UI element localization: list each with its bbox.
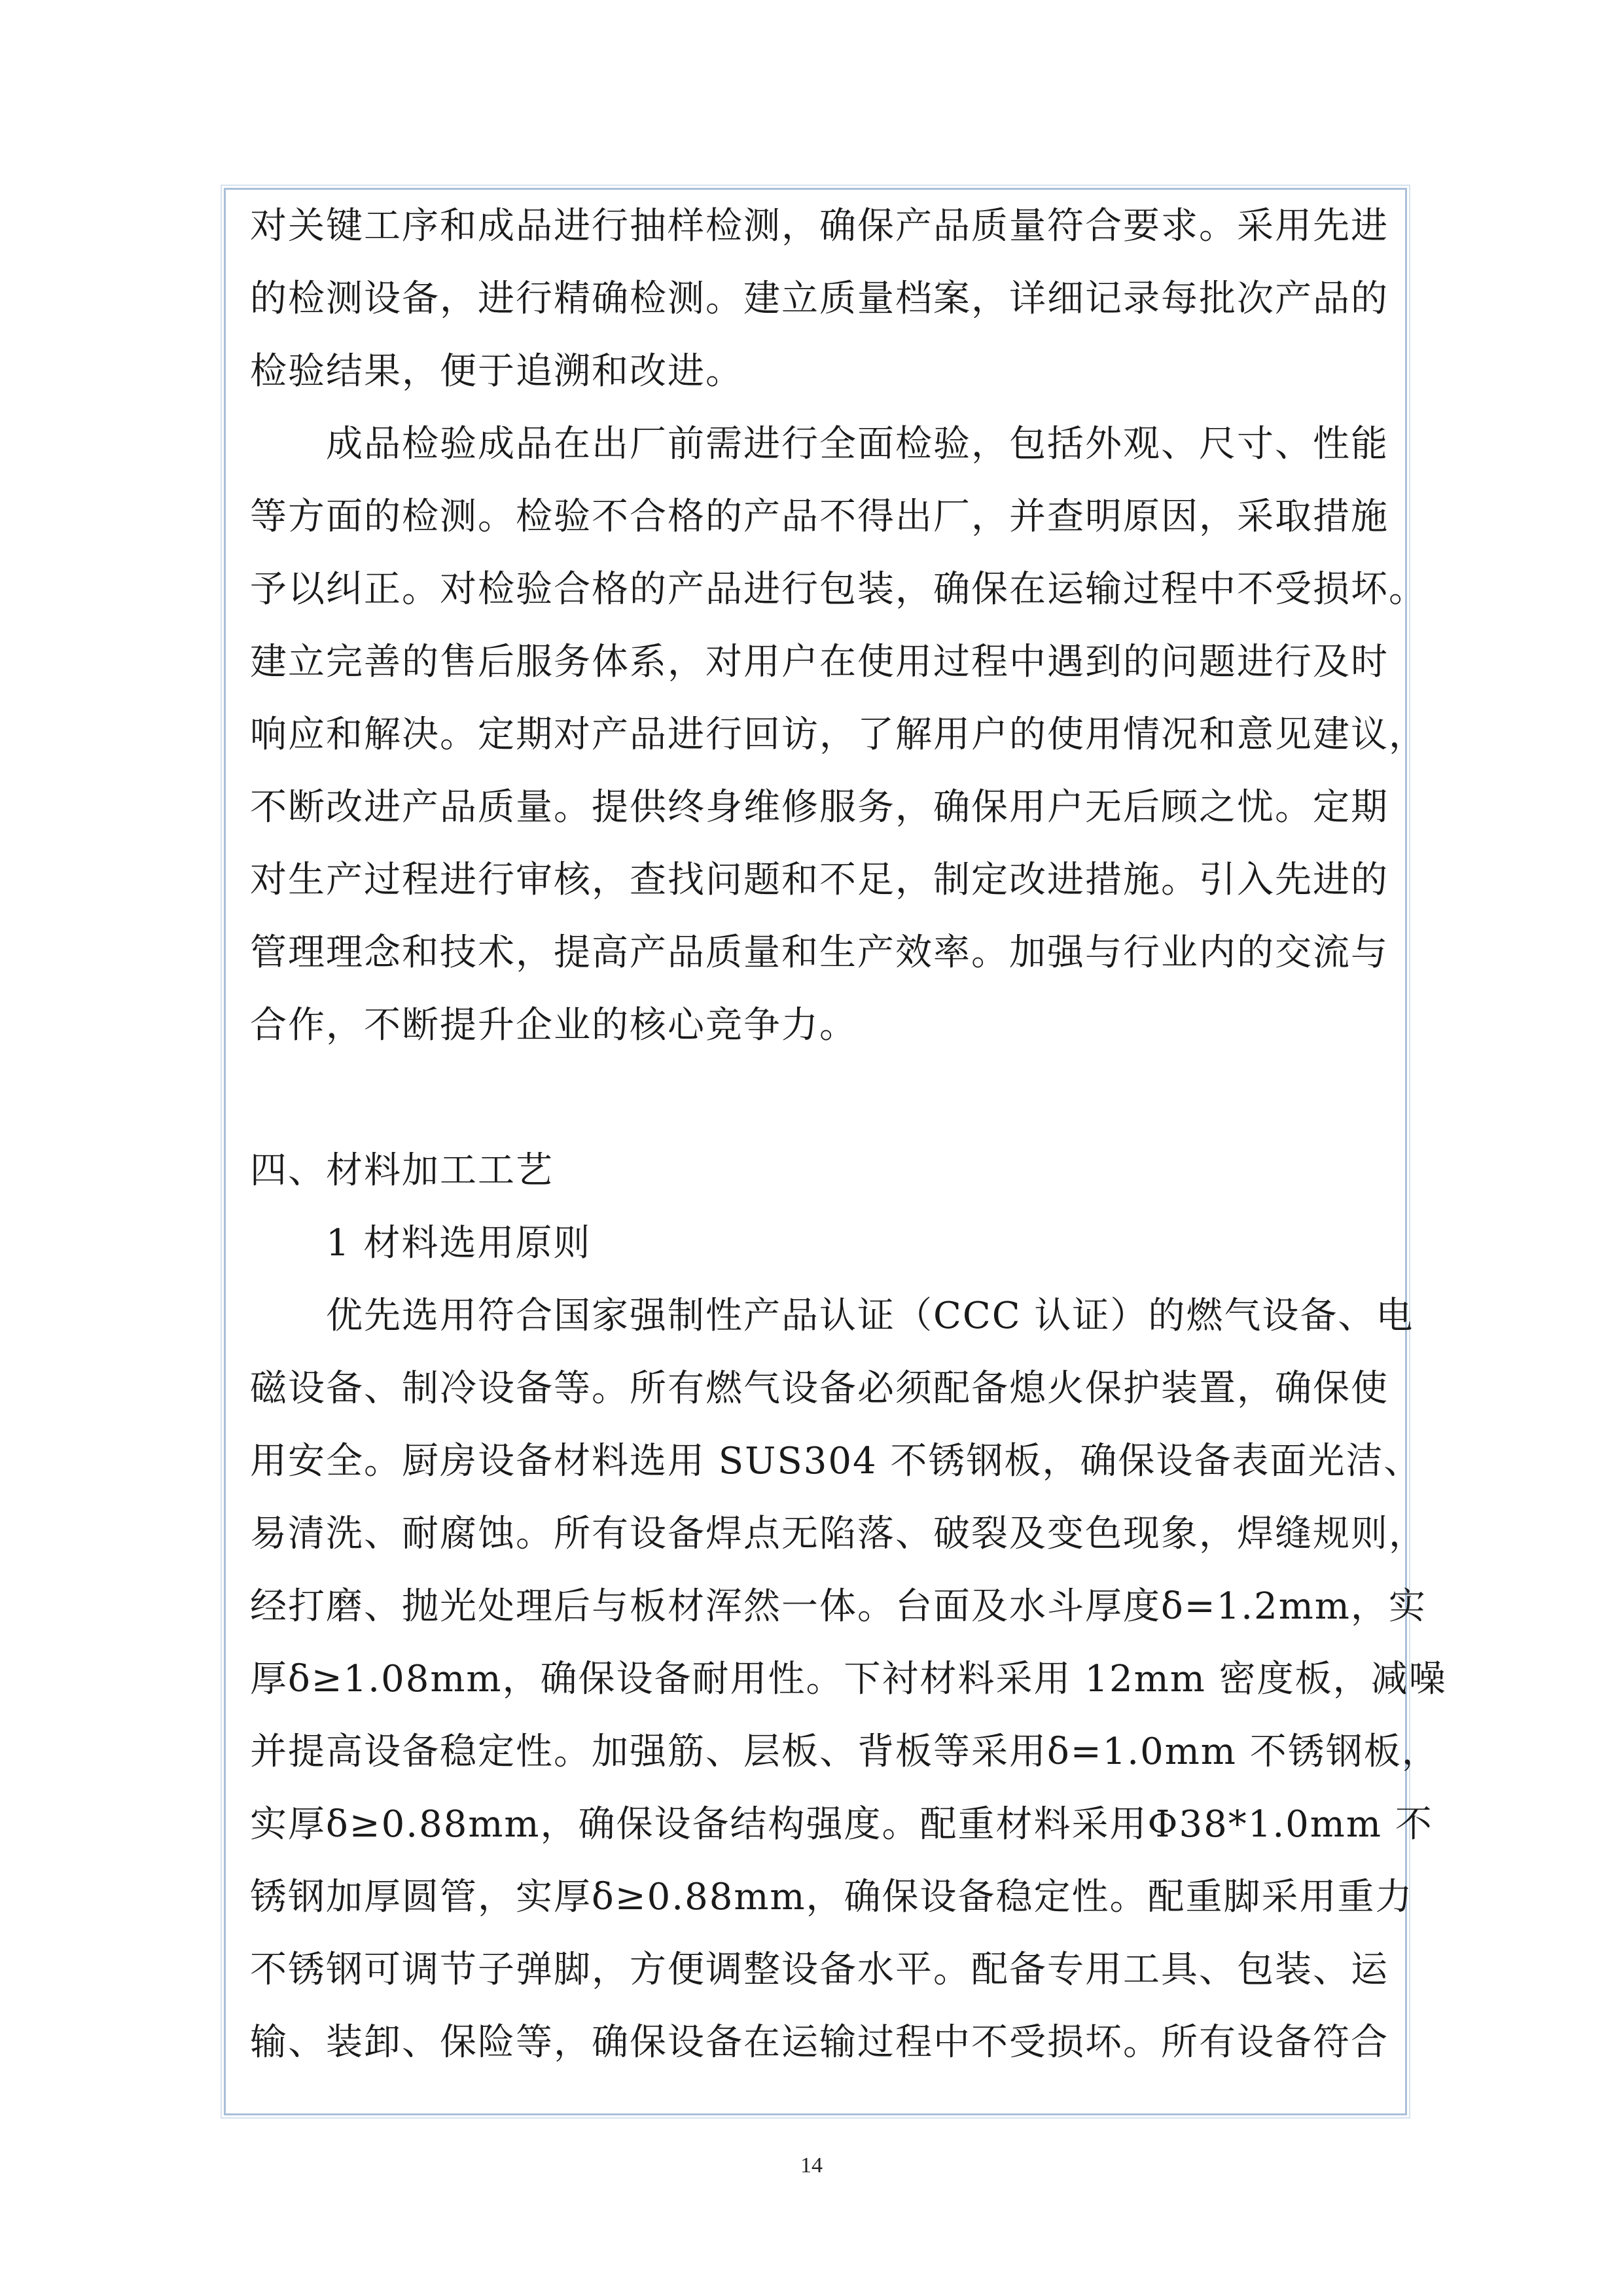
text-line: 厚δ≥1.08mm，确保设备耐用性。下衬材料采用 12mm 密度板，减噪 — [250, 1658, 1447, 1700]
text-line: 优先选用符合国家强制性产品认证（CCC 认证）的燃气设备、电 — [250, 1295, 1414, 1337]
text-line: 易清洗、耐腐蚀。所有设备焊点无陷落、破裂及变色现象，焊缝规则， — [250, 1513, 1427, 1555]
text-line: 输、装卸、保险等，确保设备在运输过程中不受损坏。所有设备符合 — [250, 2021, 1389, 2064]
text-line: 等方面的检测。检验不合格的产品不得出厂，并查明原因，采取措施 — [250, 495, 1389, 538]
text-line: 的检测设备，进行精确检测。建立质量档案，详细记录每批次产品的 — [250, 278, 1389, 320]
text-line: 不断改进产品质量。提供终身维修服务，确保用户无后顾之忧。定期 — [250, 786, 1389, 829]
text-line: 锈钢加厚圆管，实厚δ≥0.88mm，确保设备稳定性。配重脚采用重力 — [250, 1876, 1414, 1918]
text-line: 响应和解决。定期对产品进行回访，了解用户的使用情况和意见建议， — [250, 713, 1427, 756]
subsection-heading: 1 材料选用原则 — [250, 1222, 592, 1265]
text-line: 成品检验成品在出厂前需进行全面检验，包括外观、尺寸、性能 — [250, 423, 1389, 465]
page-number: 14 — [800, 2153, 823, 2178]
text-line: 磁设备、制冷设备等。所有燃气设备必须配备熄火保护装置，确保使 — [250, 1367, 1389, 1410]
text-line: 并提高设备稳定性。加强筋、层板、背板等采用δ=1.0mm 不锈钢板， — [250, 1731, 1440, 1773]
text-line: 实厚δ≥0.88mm，确保设备结构强度。配重材料采用Φ38*1.0mm 不 — [250, 1803, 1433, 1846]
text-line: 不锈钢可调节子弹脚，方便调整设备水平。配备专用工具、包装、运 — [250, 1948, 1389, 1991]
text-line: 对生产过程进行审核，查找问题和不足，制定改进措施。引入先进的 — [250, 859, 1389, 901]
text-line: 予以纠正。对检验合格的产品进行包装，确保在运输过程中不受损坏。 — [250, 568, 1427, 611]
text-line: 管理理念和技术，提高产品质量和生产效率。加强与行业内的交流与 — [250, 931, 1389, 974]
section-heading: 四、材料加工工艺 — [250, 1149, 554, 1192]
text-line: 经打磨、抛光处理后与板材浑然一体。台面及水斗厚度δ=1.2mm，实 — [250, 1585, 1427, 1628]
text-line: 用安全。厨房设备材料选用 SUS304 不锈钢板，确保设备表面光洁、 — [250, 1440, 1422, 1482]
text-line: 合作，不断提升企业的核心竞争力。 — [250, 1004, 857, 1047]
text-line: 检验结果，便于追溯和改进。 — [250, 350, 743, 393]
text-line: 对关键工序和成品进行抽样检测，确保产品质量符合要求。采用先进 — [250, 205, 1389, 247]
text-line: 建立完善的售后服务体系，对用户在使用过程中遇到的问题进行及时 — [250, 641, 1389, 683]
